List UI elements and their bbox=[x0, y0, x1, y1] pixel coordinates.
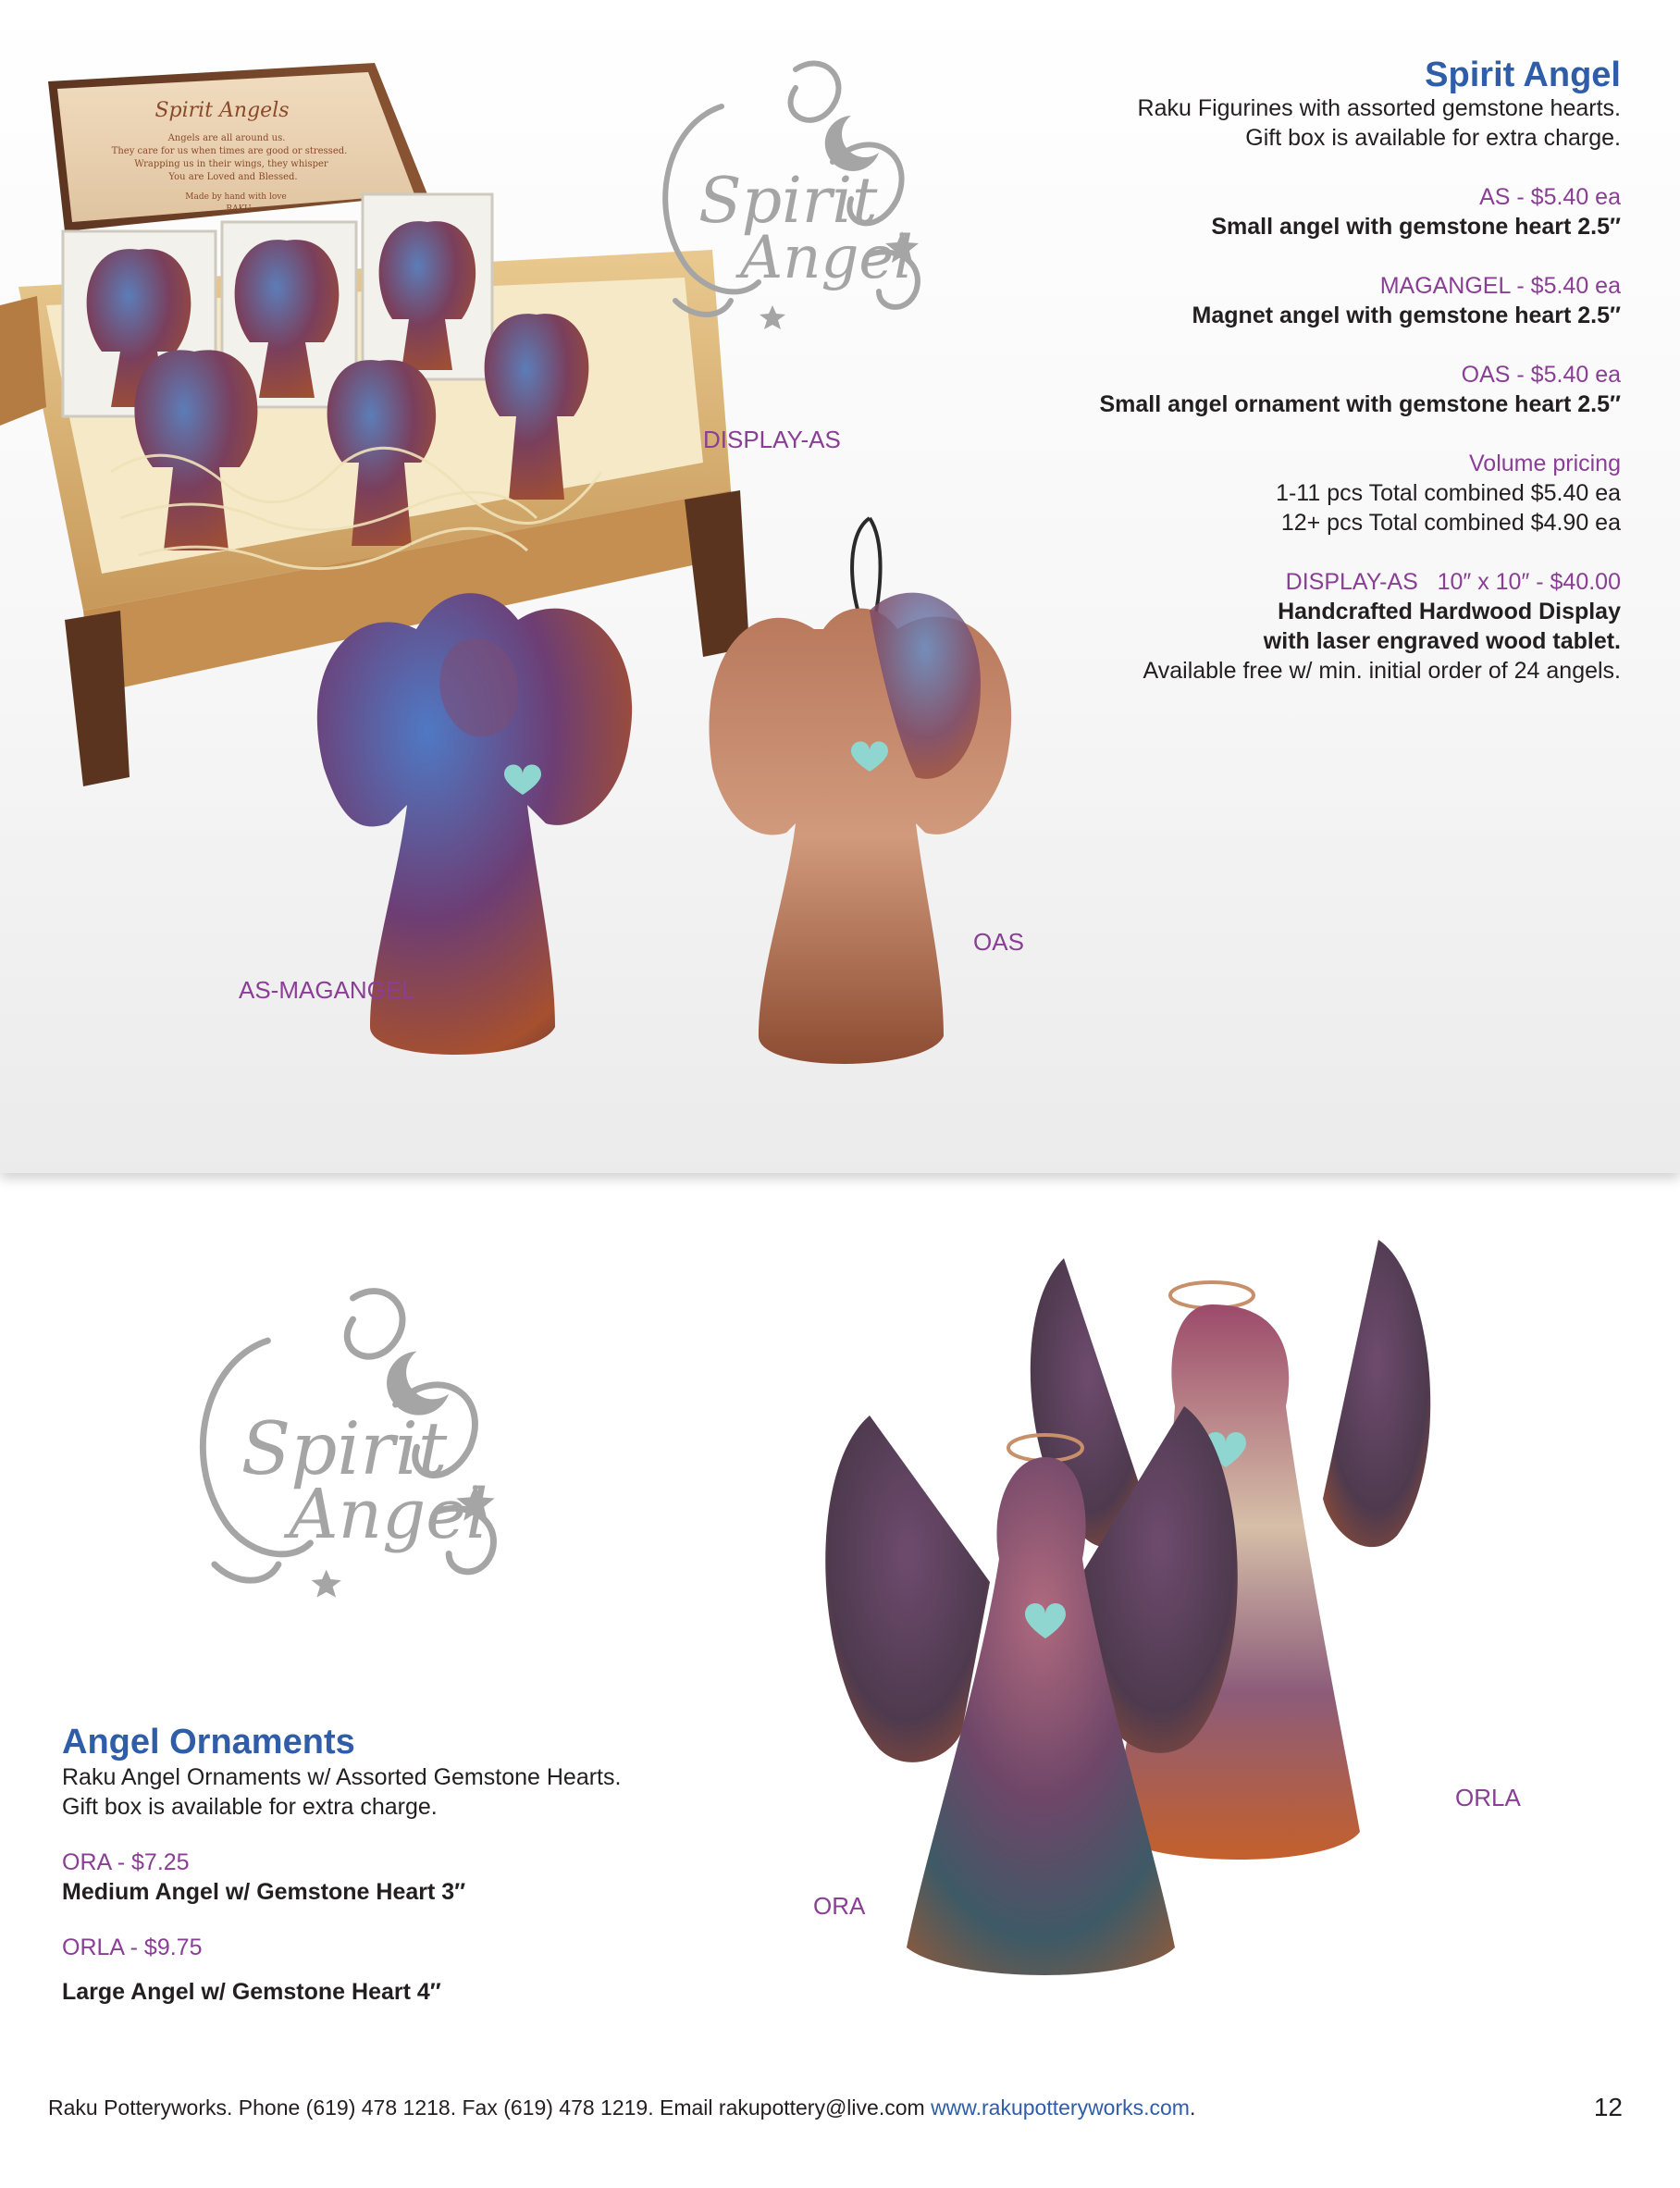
display-desc: with laser engraved wood tablet. bbox=[1263, 628, 1621, 654]
price-as: AS - $5.40 ea bbox=[1479, 184, 1621, 210]
desc-line: Gift box is available for extra charge. bbox=[1245, 125, 1621, 151]
angels-as-oas-photo bbox=[296, 509, 1092, 1119]
desc-line: Raku Angel Ornaments w/ Assorted Gemstone Hearts. bbox=[62, 1764, 622, 1790]
display-note: Available free w/ min. initial order of 24 angels. bbox=[1143, 658, 1621, 684]
website-link[interactable]: www.rakupotteryworks.com bbox=[931, 2095, 1190, 2120]
footer bbox=[48, 2095, 1195, 2120]
volume-line: 1-11 pcs Total combined $5.40 ea bbox=[1276, 480, 1621, 506]
label-as-magangel: AS-MAGANGEL bbox=[239, 976, 415, 1004]
footer-period: . bbox=[1189, 2095, 1196, 2120]
display-desc: Handcrafted Hardwood Display bbox=[1278, 599, 1621, 624]
label-orla: ORLA bbox=[1455, 1784, 1521, 1811]
page-number: 12 bbox=[1593, 2093, 1623, 2121]
svg-text:You are Loved and Blessed.: You are Loved and Blessed. bbox=[168, 172, 298, 182]
section-title: Spirit Angel bbox=[1425, 56, 1621, 94]
logo-word2: Angel bbox=[740, 224, 913, 292]
volume-line: 12+ pcs Total combined $4.90 ea bbox=[1280, 510, 1621, 536]
item-desc: Large Angel w/ Gemstone Heart 4″ bbox=[62, 1979, 441, 2005]
price-display: DISPLAY-AS 10″ x 10″ - $40.00 bbox=[1285, 569, 1621, 595]
price-oas: OAS - $5.40 ea bbox=[1461, 362, 1621, 388]
spirit-angel-info bbox=[1099, 56, 1621, 686]
svg-text:RAKU: RAKU bbox=[226, 204, 252, 214]
price-orla: ORLA - $9.75 bbox=[62, 1935, 203, 1960]
label-display-as: DISPLAY-AS bbox=[703, 426, 841, 453]
svg-text:Made by hand with love: Made by hand with love bbox=[185, 192, 287, 202]
price-magangel: MAGANGEL - $5.40 ea bbox=[1379, 273, 1621, 299]
label-oas: OAS bbox=[973, 928, 1024, 956]
spirit-angel-logo bbox=[611, 51, 962, 356]
logo-word1: Spirit bbox=[698, 165, 878, 238]
footer-contact: Raku Potteryworks. Phone (619) 478 1218. Fax (619) 478 1219. Email rakupottery@live.com bbox=[48, 2095, 925, 2120]
item-desc: Medium Angel w/ Gemstone Heart 3″ bbox=[62, 1879, 466, 1905]
section-title: Angel Ornaments bbox=[62, 1723, 355, 1762]
svg-text:Spirit Angels: Spirit Angels bbox=[154, 99, 290, 122]
volume-heading: Volume pricing bbox=[1469, 451, 1621, 476]
angels-ora-orla-photo bbox=[786, 1221, 1508, 2035]
svg-text:They care for us when times ar: They care for us when times are good or stressed. bbox=[111, 146, 348, 156]
label-ora: ORA bbox=[813, 1892, 866, 1920]
desc-line: Gift box is available for extra charge. bbox=[62, 1794, 438, 1820]
desc-line: Raku Figurines with assorted gemstone hearts. bbox=[1137, 95, 1621, 121]
item-desc: Magnet angel with gemstone heart 2.5″ bbox=[1192, 303, 1621, 328]
svg-text:Wrapping us in their wings, th: Wrapping us in their wings, they whisper bbox=[134, 159, 328, 169]
spirit-angel-logo-2 bbox=[139, 1277, 546, 1628]
logo-word2: Angel bbox=[289, 1476, 488, 1555]
item-desc: Small angel ornament with gemstone heart 2.5″ bbox=[1099, 391, 1621, 417]
price-ora: ORA - $7.25 bbox=[62, 1849, 190, 1875]
svg-text:Angels are all around us.: Angels are all around us. bbox=[167, 133, 286, 143]
logo-word1: Spirit bbox=[241, 1407, 448, 1492]
angel-ornaments-info bbox=[62, 1723, 621, 2007]
item-desc: Small angel with gemstone heart 2.5″ bbox=[1211, 214, 1621, 240]
